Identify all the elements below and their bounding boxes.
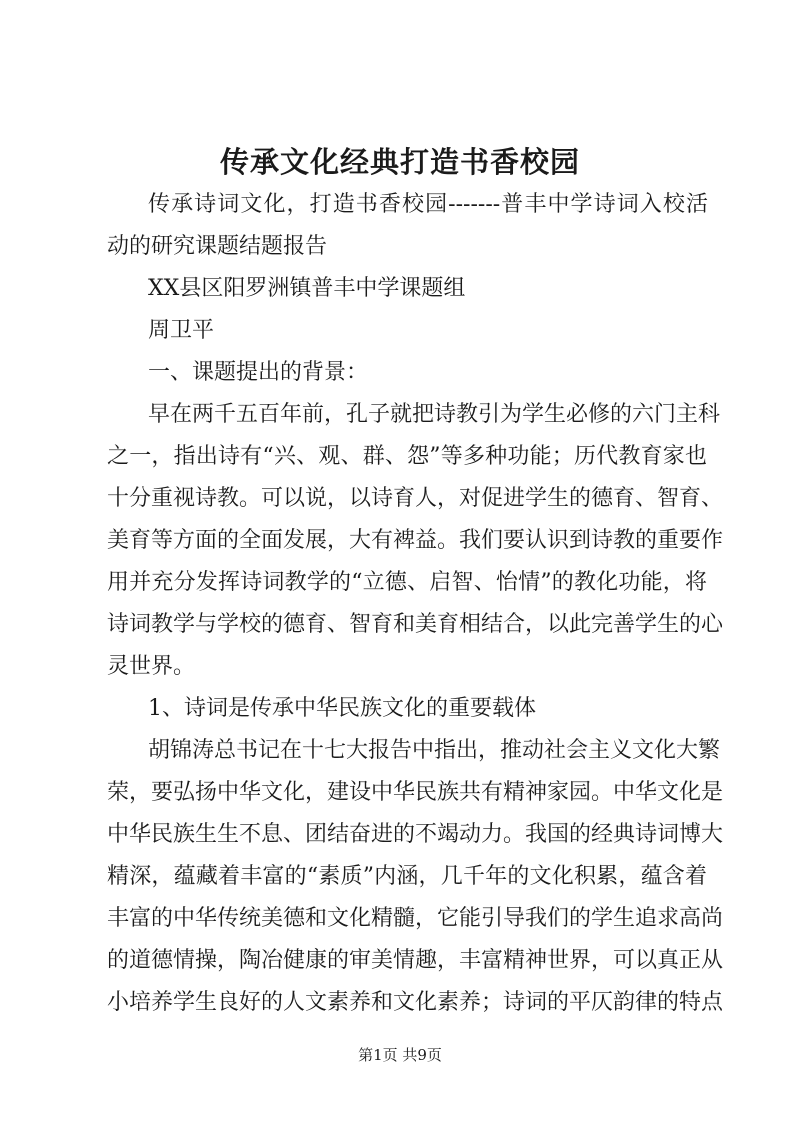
paragraph-line: 胡锦涛总书记在十七大报告中指出，推动社会主义文化大繁 (148, 738, 721, 763)
paragraph-line: 传承诗词文化，打造书香校园-------普丰中学诗词入校活 (148, 192, 708, 217)
paragraph-line: 精深，蕴藏着丰富的“素质”内涵，几千年的文化积累，蕴含着 (107, 864, 707, 889)
document-title: 传承文化经典打造书香校园 (219, 145, 580, 179)
paragraph-line: 用并充分发挥诗词教学的“立德、启智、怡情”的教化功能，将 (107, 570, 707, 595)
paragraph-line: 十分重视诗教。可以说，以诗育人，对促进学生的德育、智育、 (107, 486, 724, 511)
paragraph-line: 诗词教学与学校的德育、智育和美育相结合，以此完善学生的心 (107, 612, 724, 637)
paragraph-line: 丰富的中华传统美德和文化精髓，它能引导我们的学生追求高尚 (107, 906, 724, 931)
paragraph-line: 早在两千五百年前，孔子就把诗教引为学生必修的六门主科 (148, 402, 721, 427)
page-number: 第1页 共9页 (358, 1046, 442, 1064)
subsection-heading: 1、诗词是传承中华民族文化的重要载体 (148, 696, 536, 721)
paragraph-line: 中华民族生生不息、团结奋进的不竭动力。我国的经典诗词博大 (107, 822, 724, 847)
paragraph-line: 美育等方面的全面发展，大有裨益。我们要认识到诗教的重要作 (107, 528, 724, 553)
paragraph-line: 灵世界。 (107, 654, 196, 679)
paragraph-line: 的道德情操，陶冶健康的审美情趣，丰富精神世界，可以真正从 (107, 948, 724, 973)
paragraph-line: 动的研究课题结题报告 (107, 234, 328, 259)
section-heading: 一、课题提出的背景： (148, 360, 369, 385)
author-group: XX县区阳罗洲镇普丰中学课题组 (148, 276, 466, 301)
paragraph-line: 小培养学生良好的人文素养和文化素养；诗词的平仄韵律的特点 (107, 990, 724, 1015)
paragraph-line: 荣，要弘扬中华文化，建设中华民族共有精神家园。中华文化是 (107, 780, 724, 805)
paragraph-line: 之一，指出诗有“兴、观、群、怨”等多种功能；历代教育家也 (107, 444, 707, 469)
author-name: 周卫平 (148, 318, 215, 343)
